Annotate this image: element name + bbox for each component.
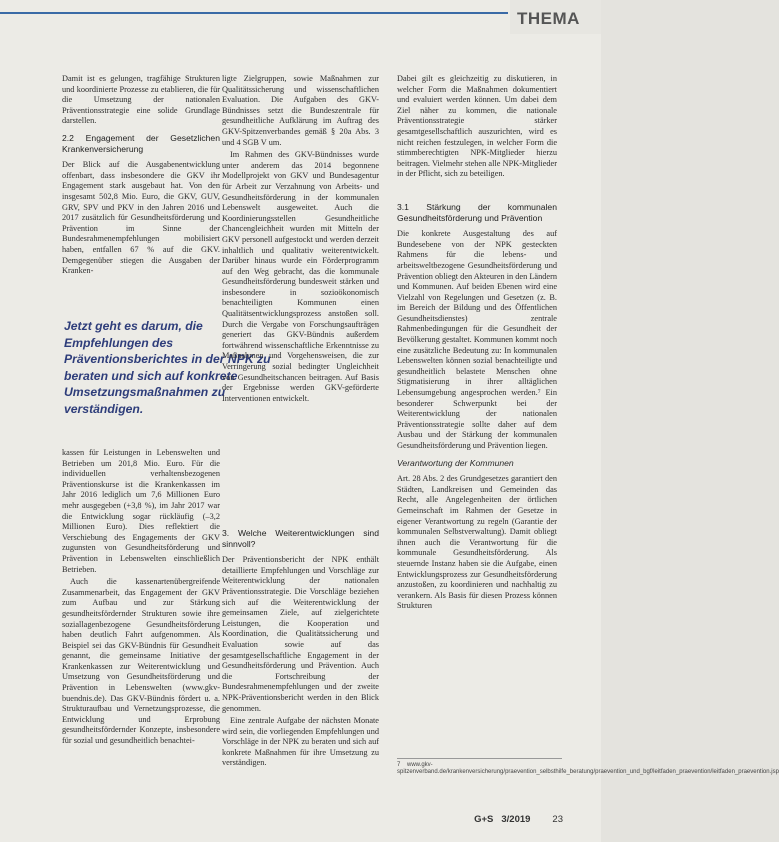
paragraph: Im Rahmen des GKV-Bündnisses wurde unter anderem das 2014 begonnene Modellprojekt von GKV und Bundesagentur für Arbeit zur Verzahnung von Arbeits- und Gesundheitsförderung in der kommunalen Lebenswelt ausgeweitet. Auch die Koordinierungsstellen Gesundheitliche Chancengleichheit wurden mit Mitteln der GKV personell aufgestockt und werden derzeit inhaltlich und qualitativ weiterentwickelt. Darüber hinaus wurde ein Förderprogramm auf den Weg gebracht, das die kommunale Gesundheitsförderung bundesweit stärken und insbesondere in sozioökonomisch benachteiligten Kommunen einen Qualitätsentwicklungsprozess anstoßen soll. Durch die Vergabe von Forschungsaufträgen generiert das GKV-Bündnis außerdem fortwährend wissenschaftliche Erkenntnisse zu Maßnahmen und Vorgehensweisen, die zur Verringerung sozial bedingter Ungleichheit von Gesundheitschancen beitragen. Auf Basis der Ergebnisse werden GKV-geförderte Interventionen entwickelt.: [222, 150, 379, 403]
section-label: THEMA: [510, 0, 601, 34]
paragraph: ligte Zielgruppen, sowie Maßnahmen zur Qualitätssicherung und wissenschaftlichen Evaluation. Die Aufgaben des GKV-Bündnisses setzt die Bundeszentrale für gesundheitliche Aufklärung im Auftrag des GKV-Spitzenverbandes gemäß § 20a Abs. 3 und 4 SGB V um.: [222, 74, 379, 147]
section-heading: 3.1 Stärkung der kommunalen Gesundheitsförderung und Prävention: [397, 201, 557, 223]
page-footer: [474, 814, 563, 825]
paragraph: Der Blick auf die Ausgabenentwicklung offenbart, dass insbesondere die GKV ihr Engagement stark ausgebaut hat. Von den insgesamt 502,8 Mio. Euro, die GKV, GUV, GRV, SPV und PKV in den Jahren 2016 und 2017 zusätzlich für Gesundheitsförderung und Prävention im Sinne der Bundesrahmenempfehlungen mobilisiert haben, entfallen 67 % auf die GKV. Demgegenüber stiegen die Ausgaben der Kranken-: [62, 160, 220, 276]
header-rule: [0, 12, 508, 14]
section-heading: 3. Welche Weiterentwicklungen sind sinnvoll?: [222, 528, 379, 549]
paragraph: Damit ist es gelungen, tragfähige Strukturen und koordinierte Prozesse zu etablieren, die für die Umsetzung der nationalen Präventionsstrategie eine solide Grundlage darstellen.: [62, 74, 220, 126]
column-2-lower: [222, 528, 379, 794]
paragraph: Auch die kassenartenübergreifende Zusammenarbeit, das Engagement der GKV zum Aufbau und zur Stärkung gesundheitsfördernder Strukturen sowie ihre soziallagenbezogene Gesundheitsförderung haben deutlich Fahrt aufgenommen. Als Beispiel sei das GKV-Bündnis für Gesundheit genannt, die gemeinsame Initiative der Krankenkassen zur Weiterentwicklung und Umsetzung von Gesundheitsförderung und Prävention in Lebenswelten (www.gkv-buendnis.de). Das GKV-Bündnis fördert u. a. Strukturaufbau und Vernetzungsprozesse, die Entwicklung und Erprobung gesundheitsfördernder Konzepte, insbesondere für sozial und gesundheitlich benachtei-: [62, 577, 220, 746]
paragraph: Eine zentrale Aufgabe der nächsten Monate wird sein, die vorliegenden Empfehlungen und Vorschläge in der NPK zu beraten und sich auf konkrete Maßnahmen für ihre Umsetzung zu verständigen.: [222, 716, 379, 768]
footnote-number: 7: [397, 762, 401, 768]
subheading: Verantwortung der Kommunen: [397, 457, 514, 468]
paragraph: Der Präventionsbericht der NPK enthält detaillierte Empfehlungen und Vorschläge zur Weiterentwicklung der nationalen Präventionsstrategie. Die Vorschläge beziehen sich auf die Weiterentwicklung der gemeinsamen Ziele, auf zielgerichtete Leistungen, die Kooperation und Koordination, die Qualitätssicherung und Evaluation sowie auf das gesamtgesellschaftliche Engagement in der Gesundheitsförderung und Prävention. Auch die Fortschreibung der Bundesrahmenempfehlungen und der zweite NPK-Präventionsbericht werden in den Blick genommen.: [222, 555, 379, 713]
footnote: [397, 758, 779, 777]
page-number: 23: [552, 814, 563, 825]
column-1-lower: [62, 448, 220, 794]
column-3: [397, 74, 557, 754]
footnote-text: www.gkv-spitzenverband.de/krankenversicherung/praevention_selbsthilfe_beratung/praevention_und_bgf/leitfaden_praevention/leitfaden_praevention.jsp: [397, 762, 779, 776]
section-heading: 2.2 Engagement der Gesetzlichen Krankenversicherung: [62, 132, 220, 154]
paragraph: Die konkrete Ausgestaltung des auf Bundesebene von der NPK gesteckten Rahmens für die lebens- und arbeitsweltbezogene Gesundheitsförderung und Prävention obliegt den Akteuren in den Ländern und Kommunen. Auf beiden Ebenen wird eine Vielzahl von Regelungen und Gesetzen (z. B. im Bereich der Bildung und des Öffentlichen Gesundheitsdienstes) zentrale Rahmenbedingungen für die Gesundheit der Bevölkerung gestaltet. Kommunen kommt noch eine zusätzliche Bedeutung zu: In kommunalen Lebenswelten können sozial benachteiligte und gesundheitlich belastete Menschen ohne Stigmatisierung in ihrer alltäglichen Lebensumgebung angesprochen werden.⁷ Ein besonderer Schwerpunkt bei der Weiterentwicklung der nationalen Präventionsstrategie sollte daher auf dem Ausbau und der Stärkung der kommunalen Gesundheitsförderung und Prävention liegen.: [397, 229, 557, 450]
issue-number: 3/2019: [501, 814, 531, 825]
paragraph: kassen für Leistungen in Lebenswelten und Betrieben um 201,8 Mio. Euro. Für die individuellen verhaltensbezogenen Präventionskurse ist die Krankenkassen im Jahr 2016 lediglich um 7,6 Millionen Euro mehr ausgegeben (+3,8 %), im Jahr 2017 war die Entwicklung sogar rückläufig (–3,2 Millionen Euro). Dies reflektiert die Verschiebung des Engagements der GKV zugunsten von Gesundheitsförderung und Prävention in Lebenswelten einschließlich Betrieben.: [62, 448, 220, 574]
column-2: [222, 74, 379, 403]
magazine-logo: G+S: [474, 814, 494, 825]
paragraph: Dabei gilt es gleichzeitig zu diskutieren, in welcher Form die Maßnahmen dokumentiert und evaluiert werden können. Um dabei dem Ziel näher zu kommen, die nationale Präventionsstrategie stärker gesamtgesellschaftlich auszurichten, wird es nicht reichen festzulegen, in welcher Form die stimmberechtigten NPK-Mitglieder hierzu beitragen. Vielmehr stehen alle NPK-Mitglieder in der Pflicht, sich zu beteiligen.: [397, 74, 557, 179]
pull-quote: Jetzt geht es darum, die Empfehlungen des Präventionsberichtes in der NPK zu beraten und sich auf konkrete Umsetzungsmaßnahmen zu verständigen.: [64, 319, 271, 416]
column-2-wrap: [298, 306, 379, 456]
column-1-upper: [62, 74, 220, 312]
paragraph: Art. 28 Abs. 2 des Grundgesetzes garantiert den Städten, Landkreisen und Gemeinden das Recht, alle Angelegenheiten der örtlichen Gemeinschaft im Rahmen der Gesetze in eigener Verantwortung zu regeln (Garantie der kommunalen Selbstverwaltung). Damit obliegt ihnen auch die Verantwortung für die kommunale Gesundheitsförderung. Als steuernde Instanz haben sie die Aufgabe, einen Entwicklungsprozess zur Gesundheitsförderung anzustoßen, zu koordinieren und nachhaltig zu verankern. Als Basis für diesen Prozess können Strukturen: [397, 474, 557, 611]
